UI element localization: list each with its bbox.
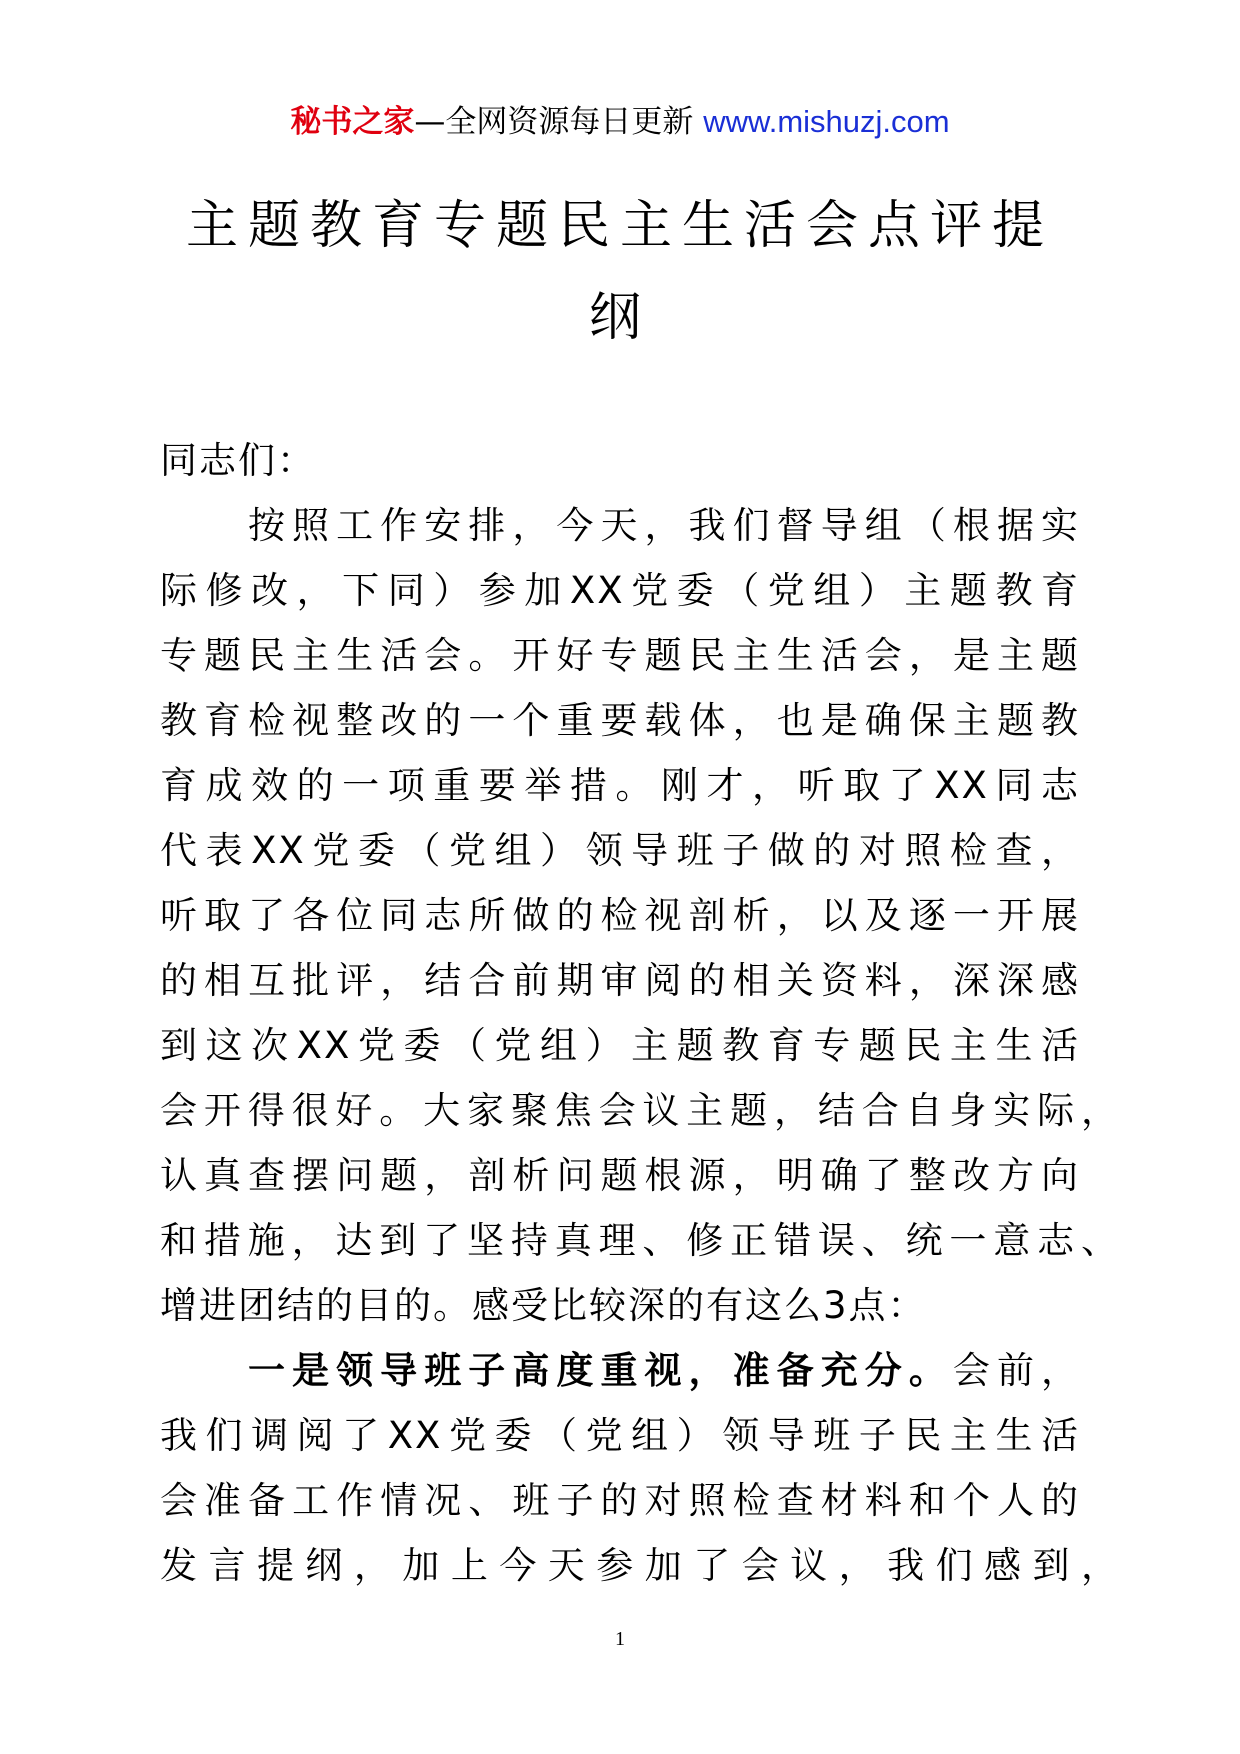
paragraph-1-line-7: 听取了各位同志所做的检视剖析，以及逐一开展: [160, 894, 1080, 937]
paragraph-1-line-8: 的相互批评，结合前期审阅的相关资料，深深感: [160, 959, 1080, 1002]
paragraph-1-line-1: 按照工作安排，今天，我们督导组（根据实: [248, 504, 1080, 547]
site-url-link[interactable]: www.mishuzj.com: [703, 104, 950, 139]
site-slogan: —全网资源每日更新: [414, 104, 704, 140]
paragraph-1-line-11: 认真查摆问题，剖析问题根源，明确了整改方向: [160, 1154, 1080, 1197]
paragraph-1-line-2: 际修改，下同）参加XX党委（党组）主题教育: [160, 569, 1080, 612]
site-header: [0, 100, 1240, 144]
document-body: [160, 428, 1120, 1598]
paragraph-1-line-3: 专题民主生活会。开好专题民主生活会，是主题: [160, 634, 1080, 677]
paragraph-1-line-5: 育成效的一项重要举措。刚才，听取了XX同志: [160, 764, 1080, 807]
paragraph-1-line-4: 教育检视整改的一个重要载体，也是确保主题教: [160, 699, 1080, 742]
paragraph-1-line-6: 代表XX党委（党组）领导班子做的对照检查，: [160, 829, 1080, 872]
paragraph-2-line-2: 我们调阅了XX党委（党组）领导班子民主生活: [160, 1414, 1080, 1457]
paragraph-1-line-12: 和措施，达到了坚持真理、修正错误、统一意志、: [160, 1219, 1120, 1262]
site-brand: 秘书之家: [290, 104, 415, 140]
paragraph-2-line-1: [160, 1338, 1080, 1403]
salutation: 同志们：: [160, 439, 316, 482]
document-title: [160, 180, 1080, 364]
paragraph-2-line-3: 会准备工作情况、班子的对照检查材料和个人的: [160, 1479, 1080, 1522]
paragraph-2-line-4: 发言提纲，加上今天参加了会议，我们感到，: [160, 1544, 1120, 1587]
paragraph-1-line-9: 到这次XX党委（党组）主题教育专题民主生活: [160, 1024, 1080, 1067]
paragraph-1-line-10: 会开得很好。大家聚焦会议主题，结合自身实际，: [160, 1089, 1120, 1132]
document-title-line-1: 主题教育专题民主生活会点评提: [185, 196, 1054, 256]
page-number: 1: [615, 1628, 625, 1650]
point-one-heading: 一是领导班子高度重视，准备充分。: [248, 1349, 953, 1392]
document-title-line-2: 纲: [588, 288, 651, 348]
paragraph-1-line-13: 增进团结的目的。感受比较深的有这么3点：: [160, 1284, 927, 1327]
point-one-lead: 会前，: [952, 1349, 1081, 1392]
